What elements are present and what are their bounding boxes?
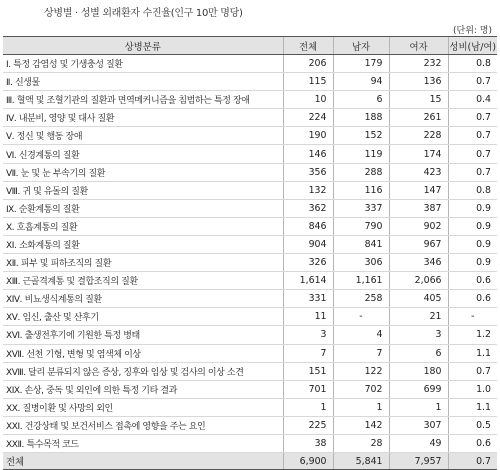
table-row <box>3 91 497 109</box>
cell-female: 967 <box>389 235 448 253</box>
cell-male: 28 <box>333 434 389 452</box>
cell-total: 190 <box>283 127 333 145</box>
cell-sex-ratio: 0.5 <box>448 416 497 434</box>
cell-category: ⅩⅡ. 피부 및 피하조직의 질환 <box>3 254 283 272</box>
cell-female: 699 <box>389 380 448 398</box>
cell-category: ⅩⅣ. 비뇨생식계통의 질환 <box>3 290 283 308</box>
cell-male: 702 <box>333 380 389 398</box>
cell-female: 174 <box>389 145 448 163</box>
cell-sex-ratio: 0.4 <box>448 91 497 109</box>
cell-category: ⅩⅠ. 소화계통의 질환 <box>3 235 283 253</box>
cell-sex-ratio: - <box>448 308 497 326</box>
cell-total: 356 <box>283 163 333 181</box>
table-row <box>3 434 497 452</box>
cell-female: 405 <box>389 290 448 308</box>
cell-female: 3 <box>389 326 448 344</box>
cell-male: 337 <box>333 199 389 217</box>
cell-male: 116 <box>333 181 389 199</box>
cell-total: 11 <box>283 308 333 326</box>
table-row <box>3 163 497 181</box>
cell-category: 전체 <box>3 453 283 470</box>
header-sex-ratio: 성비(남/여) <box>448 37 497 55</box>
cell-male: 7 <box>333 344 389 362</box>
cell-male: 1,161 <box>333 272 389 290</box>
table-row <box>3 199 497 217</box>
cell-male: 1 <box>333 398 389 416</box>
cell-category: ⅩⅢ. 근골격계통 및 결합조직의 질환 <box>3 272 283 290</box>
cell-category: Ⅶ. 눈 및 눈 부속기의 질환 <box>3 163 283 181</box>
cell-sex-ratio: 0.7 <box>448 145 497 163</box>
cell-male: 152 <box>333 127 389 145</box>
cell-sex-ratio: 1.0 <box>448 380 497 398</box>
cell-total: 38 <box>283 434 333 452</box>
cell-male: 790 <box>333 217 389 235</box>
cell-female: 147 <box>389 181 448 199</box>
cell-category: ⅩⅧ. 달리 분류되지 않은 증상, 징후와 임상 및 검사의 이상 소견 <box>3 362 283 380</box>
cell-total: 846 <box>283 217 333 235</box>
unit-note: (단위: 명) <box>453 26 492 36</box>
table-row <box>3 308 497 326</box>
cell-category: ⅩⅨ. 손상, 중독 및 외인에 의한 특정 기타 결과 <box>3 380 283 398</box>
cell-total: 224 <box>283 109 333 127</box>
cell-category: Ⅰ. 특정 감염성 및 기생충성 질환 <box>3 55 283 73</box>
cell-category: Ⅱ. 신생물 <box>3 73 283 91</box>
cell-male: 142 <box>333 416 389 434</box>
table-row <box>3 145 497 163</box>
cell-sex-ratio: 0.7 <box>448 73 497 91</box>
cell-category: Ⅹ. 호흡계통의 질환 <box>3 217 283 235</box>
cell-sex-ratio: 1.2 <box>448 326 497 344</box>
table-row <box>3 55 497 73</box>
table-body <box>3 55 497 470</box>
header-total: 전체 <box>283 37 333 55</box>
cell-total: 206 <box>283 55 333 73</box>
cell-female: 7,957 <box>389 453 448 470</box>
cell-female: 1 <box>389 398 448 416</box>
table-row <box>3 73 497 91</box>
cell-category: Ⅵ. 신경계통의 질환 <box>3 145 283 163</box>
cell-male: 258 <box>333 290 389 308</box>
cell-female: 902 <box>389 217 448 235</box>
cell-sex-ratio: 0.6 <box>448 290 497 308</box>
cell-female: 423 <box>389 163 448 181</box>
header-category: 상병분류 <box>3 37 283 55</box>
table-row <box>3 398 497 416</box>
cell-total: 225 <box>283 416 333 434</box>
cell-sex-ratio: 1.1 <box>448 344 497 362</box>
cell-total: 6,900 <box>283 453 333 470</box>
table-row <box>3 416 497 434</box>
cell-female: 307 <box>389 416 448 434</box>
header-female: 여자 <box>389 37 448 55</box>
cell-category: ⅩⅩⅠ. 건강상태 및 보건서비스 접촉에 영향을 주는 요인 <box>3 416 283 434</box>
cell-male: 179 <box>333 55 389 73</box>
total-row <box>3 453 497 470</box>
table-row <box>3 181 497 199</box>
cell-sex-ratio: 0.6 <box>448 272 497 290</box>
cell-total: 115 <box>283 73 333 91</box>
cell-sex-ratio: 0.6 <box>448 434 497 452</box>
cell-category: ⅩⅥ. 출생전후기에 기원한 특정 병태 <box>3 326 283 344</box>
table-title: 상병별 · 성별 외래환자 수진율(인구 10만 명당) <box>44 8 243 19</box>
cell-total: 331 <box>283 290 333 308</box>
cell-female: 15 <box>389 91 448 109</box>
cell-female: 21 <box>389 308 448 326</box>
header-male: 남자 <box>333 37 389 55</box>
cell-female: 232 <box>389 55 448 73</box>
cell-sex-ratio: 0.9 <box>448 217 497 235</box>
cell-female: 180 <box>389 362 448 380</box>
cell-total: 132 <box>283 181 333 199</box>
cell-male: 288 <box>333 163 389 181</box>
cell-sex-ratio: 0.7 <box>448 362 497 380</box>
cell-total: 3 <box>283 326 333 344</box>
cell-male: 5,841 <box>333 453 389 470</box>
cell-sex-ratio: 0.7 <box>448 163 497 181</box>
cell-category: Ⅳ. 내분비, 영양 및 대사 질환 <box>3 109 283 127</box>
table-row <box>3 380 497 398</box>
table-row <box>3 326 497 344</box>
header-row <box>3 37 497 55</box>
cell-sex-ratio: 0.9 <box>448 254 497 272</box>
outpatient-rate-table <box>3 36 497 470</box>
cell-category: Ⅸ. 순환계통의 질환 <box>3 199 283 217</box>
cell-category: ⅩⅦ. 선천 기형, 변형 및 염색체 이상 <box>3 344 283 362</box>
cell-female: 346 <box>389 254 448 272</box>
cell-sex-ratio: 0.7 <box>448 109 497 127</box>
cell-sex-ratio: 0.7 <box>448 453 497 470</box>
cell-sex-ratio: 0.9 <box>448 235 497 253</box>
cell-total: 1,614 <box>283 272 333 290</box>
cell-total: 701 <box>283 380 333 398</box>
cell-female: 387 <box>389 199 448 217</box>
table-row <box>3 235 497 253</box>
cell-male: 306 <box>333 254 389 272</box>
cell-female: 261 <box>389 109 448 127</box>
table-row <box>3 290 497 308</box>
cell-female: 228 <box>389 127 448 145</box>
cell-total: 362 <box>283 199 333 217</box>
cell-category: ⅩⅩⅡ. 특수목적 코드 <box>3 434 283 452</box>
cell-male: 122 <box>333 362 389 380</box>
cell-male: - <box>333 308 389 326</box>
cell-male: 119 <box>333 145 389 163</box>
cell-total: 146 <box>283 145 333 163</box>
table-row <box>3 254 497 272</box>
cell-total: 151 <box>283 362 333 380</box>
cell-female: 136 <box>389 73 448 91</box>
cell-total: 7 <box>283 344 333 362</box>
cell-sex-ratio: 0.9 <box>448 199 497 217</box>
cell-male: 841 <box>333 235 389 253</box>
cell-sex-ratio: 0.7 <box>448 127 497 145</box>
cell-category: Ⅲ. 혈액 및 조혈기관의 질환과 면역메커니즘을 침범하는 특정 장애 <box>3 91 283 109</box>
cell-sex-ratio: 1.1 <box>448 398 497 416</box>
cell-category: Ⅴ. 정신 및 행동 장애 <box>3 127 283 145</box>
cell-male: 188 <box>333 109 389 127</box>
cell-category: Ⅷ. 귀 및 유돌의 질환 <box>3 181 283 199</box>
table-row <box>3 217 497 235</box>
cell-sex-ratio: 0.8 <box>448 55 497 73</box>
cell-total: 326 <box>283 254 333 272</box>
table-row <box>3 344 497 362</box>
cell-male: 4 <box>333 326 389 344</box>
cell-category: ⅩⅩ. 질병이환 및 사망의 외인 <box>3 398 283 416</box>
cell-category: ⅩⅤ. 임신, 출산 및 산후기 <box>3 308 283 326</box>
table-row <box>3 272 497 290</box>
cell-male: 6 <box>333 91 389 109</box>
cell-male: 94 <box>333 73 389 91</box>
cell-total: 904 <box>283 235 333 253</box>
cell-total: 10 <box>283 91 333 109</box>
table-row <box>3 109 497 127</box>
table-row <box>3 362 497 380</box>
cell-total: 1 <box>283 398 333 416</box>
cell-female: 6 <box>389 344 448 362</box>
table-row <box>3 127 497 145</box>
cell-female: 49 <box>389 434 448 452</box>
cell-female: 2,066 <box>389 272 448 290</box>
cell-sex-ratio: 0.8 <box>448 181 497 199</box>
